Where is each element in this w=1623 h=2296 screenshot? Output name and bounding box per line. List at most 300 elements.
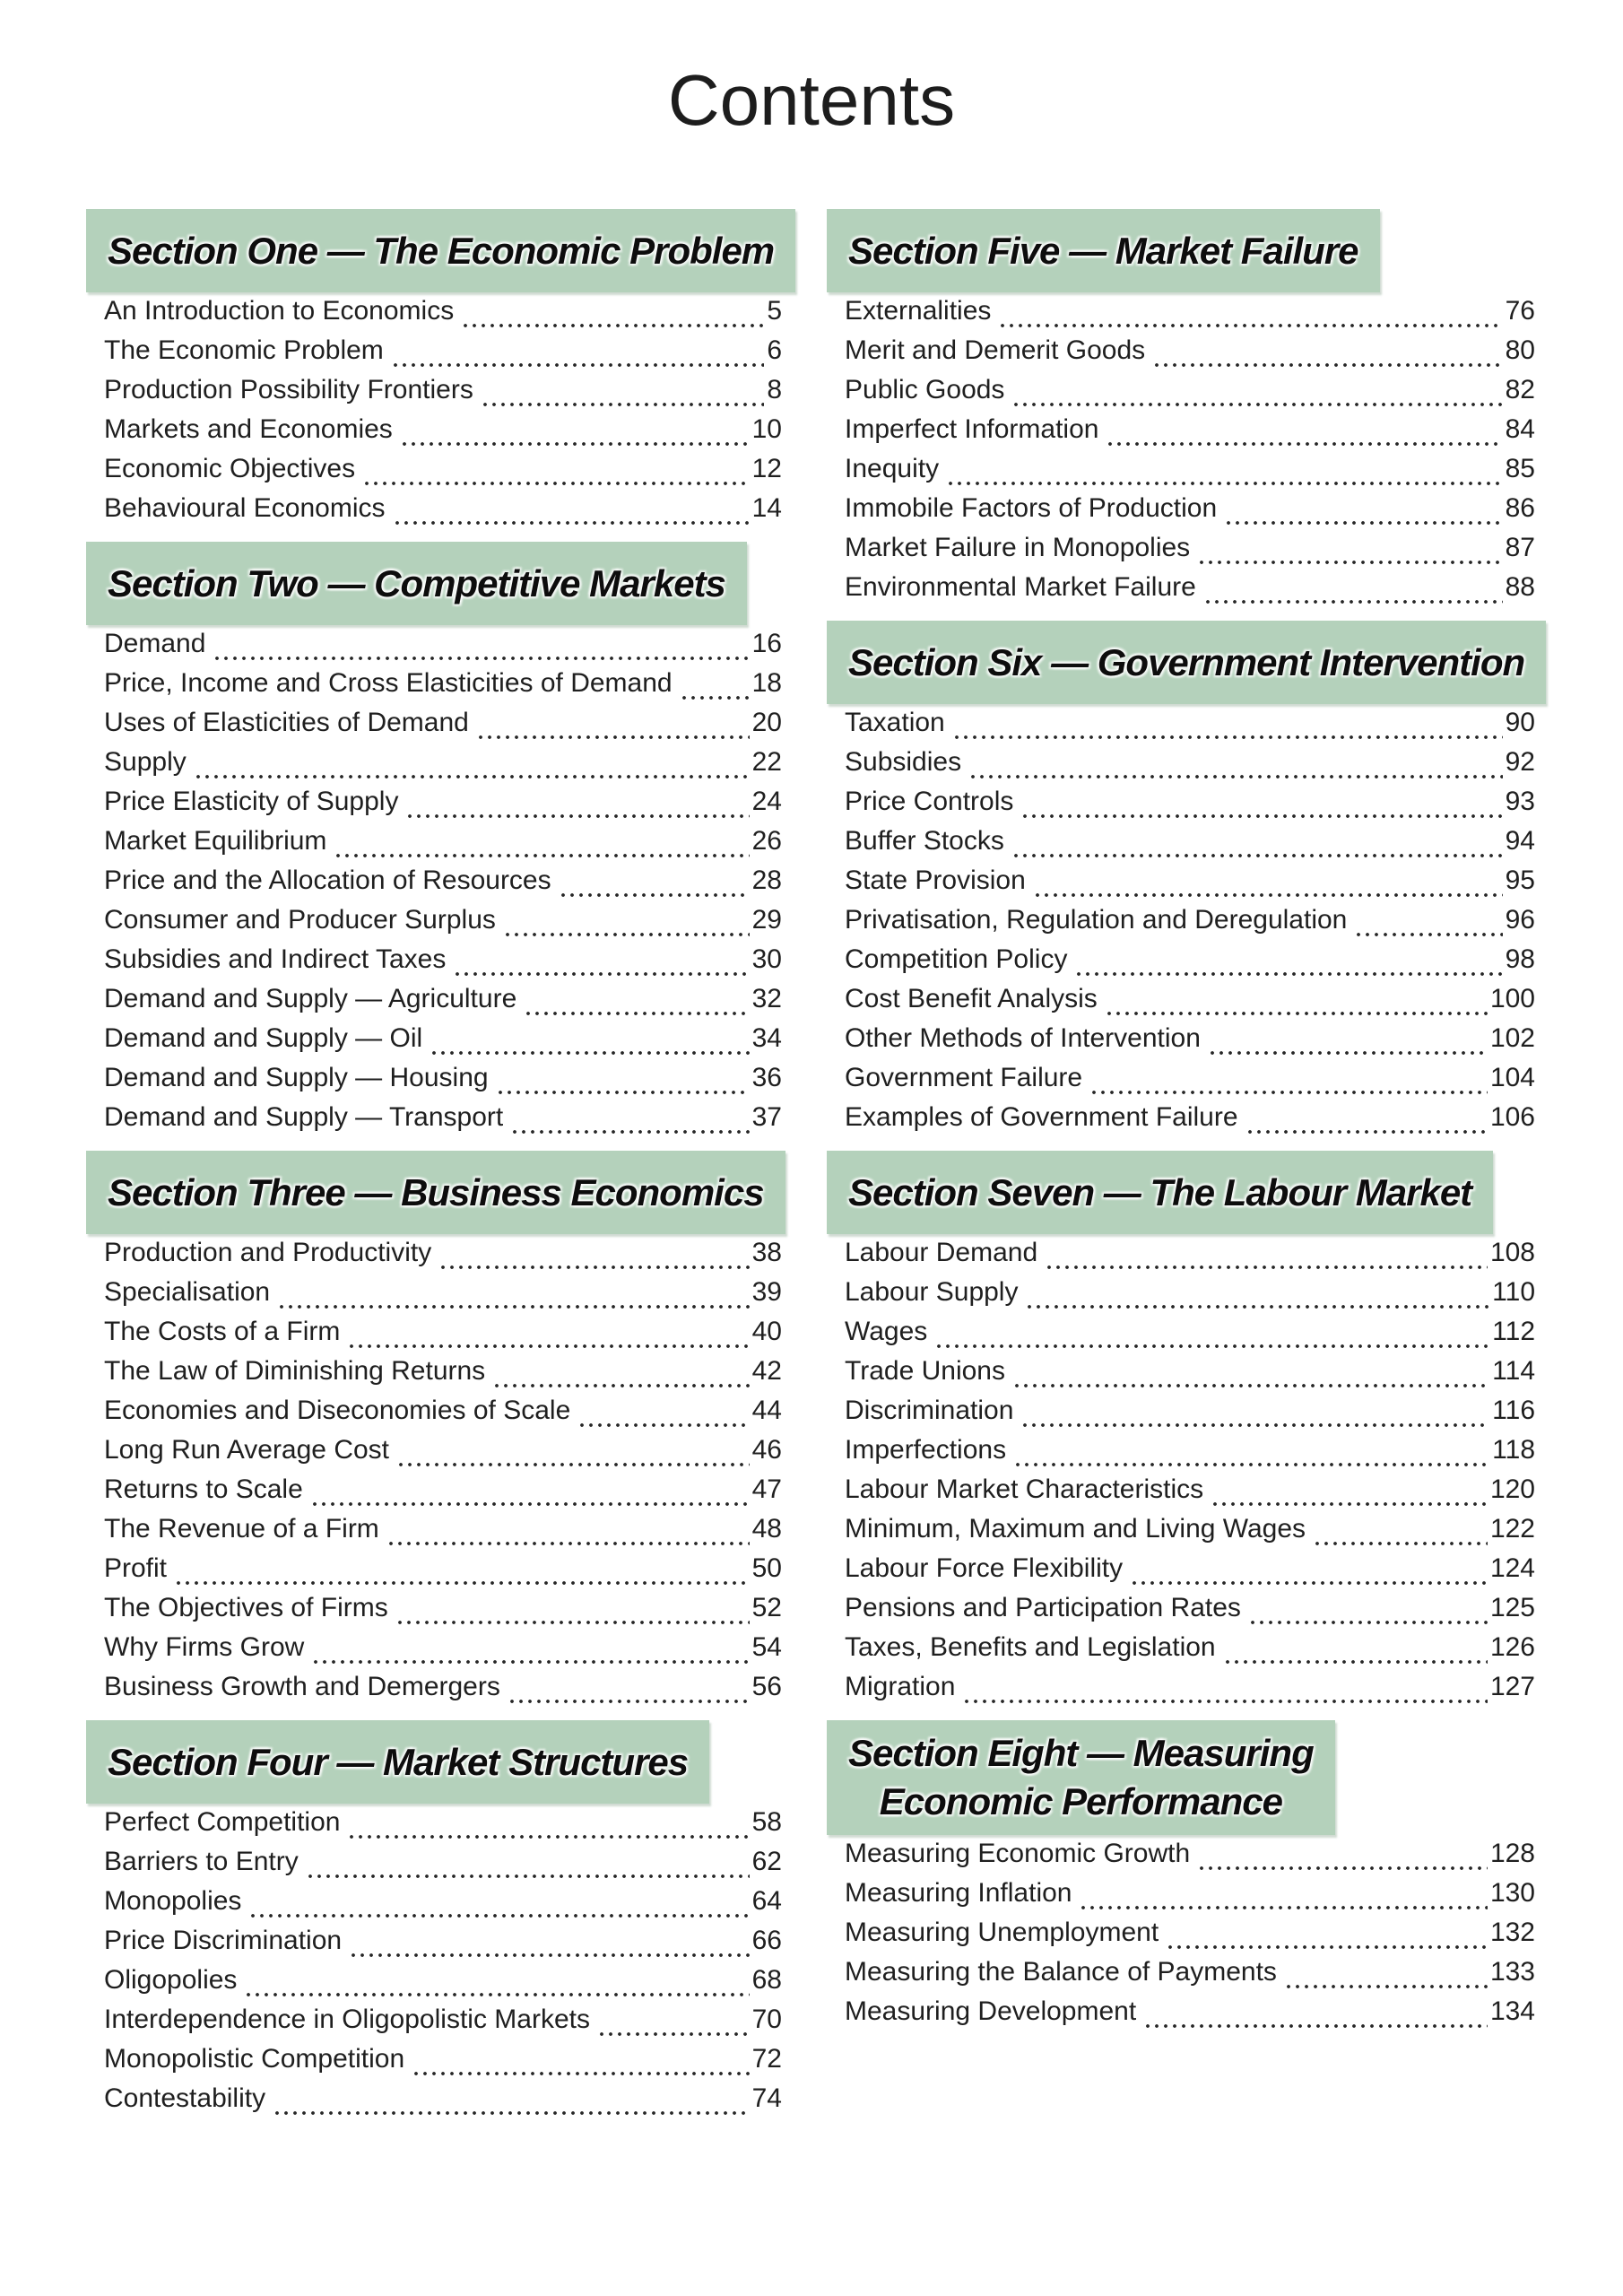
entry-label: Labour Force Flexibility: [845, 1553, 1124, 1583]
toc-entry: [845, 826, 1535, 865]
entry-page: 87: [1505, 533, 1535, 562]
entry-label: The Costs of a Firm: [104, 1317, 341, 1346]
dot-leader: [577, 1396, 749, 1435]
entry-page: 54: [751, 1632, 782, 1662]
toc-entry: [845, 944, 1535, 984]
dot-leader: [1284, 1957, 1488, 1996]
dot-leader: [1011, 375, 1502, 414]
entry-label: Production Possibility Frontiers: [104, 375, 473, 404]
toc-entry: [845, 905, 1535, 944]
entry-label: Cost Benefit Analysis: [845, 984, 1098, 1013]
toc-entry: [845, 1996, 1535, 2036]
toc-entry: [845, 533, 1535, 572]
dot-leader: [174, 1553, 750, 1593]
entry-page: 40: [751, 1317, 782, 1346]
toc-entry: [104, 1238, 782, 1277]
entry-label: Interdependence in Oligopolistic Markets: [104, 2005, 590, 2034]
section-entries: [827, 292, 1535, 612]
dot-leader: [1211, 1474, 1488, 1514]
entry-page: 24: [751, 787, 782, 816]
toc-entry: [104, 1277, 782, 1317]
section-title-line: Section Four — Market Structures: [108, 1741, 689, 1783]
toc-entry: [104, 826, 782, 865]
toc-entry: [104, 944, 782, 984]
dot-leader: [1089, 1063, 1488, 1102]
dot-leader: [349, 1926, 750, 1965]
entry-label: Market Failure in Monopolies: [845, 533, 1191, 562]
entry-label: Labour Market Characteristics: [845, 1474, 1204, 1504]
entry-page: 92: [1505, 747, 1535, 777]
entry-label: Market Equilibrium: [104, 826, 327, 856]
section-entries: [827, 1835, 1535, 2036]
entry-label: Pensions and Participation Rates: [845, 1593, 1241, 1622]
entry-page: 110: [1492, 1277, 1535, 1307]
toc-entry: [104, 1317, 782, 1356]
toc-entry: [104, 454, 782, 493]
entry-page: 106: [1489, 1102, 1535, 1132]
dot-leader: [510, 1102, 749, 1142]
entry-label: Wages: [845, 1317, 928, 1346]
toc-entry: [104, 1593, 782, 1632]
entry-page: 62: [751, 1847, 782, 1876]
entry-label: Price Controls: [845, 787, 1014, 816]
entry-label: Minimum, Maximum and Living Wages: [845, 1514, 1306, 1544]
entry-label: Perfect Competition: [104, 1807, 341, 1837]
entry-page: 70: [751, 2005, 782, 2034]
dot-leader: [248, 1886, 749, 1926]
dot-leader: [508, 1672, 750, 1711]
entry-label: Inequity: [845, 454, 940, 483]
entry-page: 74: [751, 2083, 782, 2113]
entry-label: Demand: [104, 629, 206, 658]
entry-label: Demand and Supply — Agriculture: [104, 984, 517, 1013]
toc-section-3: [86, 1151, 782, 1711]
toc-entry: [104, 865, 782, 905]
entry-page: 112: [1492, 1317, 1535, 1346]
entry-label: Price, Income and Cross Elasticities of Demand: [104, 668, 673, 698]
toc-entry: [104, 493, 782, 533]
entry-label: Public Goods: [845, 375, 1005, 404]
section-header: [86, 1720, 709, 1804]
toc-entry: [104, 787, 782, 826]
entry-label: Economic Objectives: [104, 454, 356, 483]
dot-leader: [1033, 865, 1503, 905]
entry-label: Imperfect Information: [845, 414, 1099, 444]
toc-entry: [845, 1593, 1535, 1632]
entry-page: 36: [751, 1063, 782, 1092]
toc-entry: [104, 984, 782, 1023]
dot-leader: [386, 1514, 750, 1553]
dot-leader: [1106, 414, 1502, 454]
dot-leader: [362, 454, 750, 493]
dot-leader: [1020, 1396, 1489, 1435]
dot-leader: [934, 1317, 1489, 1356]
entry-label: Privatisation, Regulation and Deregulation: [845, 905, 1348, 935]
entry-label: Demand and Supply — Housing: [104, 1063, 489, 1092]
dot-leader: [1012, 1356, 1489, 1396]
entry-page: 68: [751, 1965, 782, 1995]
dot-leader: [461, 296, 764, 335]
toc-entry: [104, 2044, 782, 2083]
toc-entry: [845, 1672, 1535, 1711]
entry-page: 46: [751, 1435, 782, 1465]
entry-label: Markets and Economies: [104, 414, 393, 444]
entry-label: Profit: [104, 1553, 168, 1583]
toc-entry: [845, 1553, 1535, 1593]
toc-entry: [104, 629, 782, 668]
entry-page: 18: [751, 668, 782, 698]
entry-page: 32: [751, 984, 782, 1013]
entry-page: 132: [1489, 1918, 1535, 1947]
dot-leader: [1245, 1102, 1488, 1142]
entry-label: Contestability: [104, 2083, 266, 2113]
dot-leader: [952, 708, 1503, 747]
entry-label: Labour Demand: [845, 1238, 1038, 1267]
dot-leader: [1011, 826, 1503, 865]
dot-leader: [405, 787, 749, 826]
entry-label: Subsidies: [845, 747, 962, 777]
toc-entry: [845, 747, 1535, 787]
entry-page: 114: [1492, 1356, 1535, 1386]
entry-page: 86: [1505, 493, 1535, 523]
entry-label: State Provision: [845, 865, 1026, 895]
entry-page: 6: [767, 335, 782, 365]
toc-entry: [845, 1317, 1535, 1356]
toc-entry: [845, 375, 1535, 414]
dot-leader: [194, 747, 750, 787]
entry-label: Consumer and Producer Surplus: [104, 905, 496, 935]
dot-leader: [597, 2005, 750, 2044]
entry-page: 130: [1489, 1878, 1535, 1908]
dot-leader: [1013, 1435, 1489, 1474]
toc-entry: [104, 1553, 782, 1593]
entry-label: Specialisation: [104, 1277, 271, 1307]
toc-entry: [104, 1847, 782, 1886]
toc-entry: [104, 1396, 782, 1435]
section-entries: [827, 704, 1535, 1142]
toc-entry: [845, 1474, 1535, 1514]
dot-leader: [400, 414, 750, 454]
toc-entry: [845, 1356, 1535, 1396]
toc-entry: [845, 1102, 1535, 1142]
entry-label: Examples of Government Failure: [845, 1102, 1238, 1132]
dot-leader: [430, 1023, 749, 1063]
entry-page: 133: [1489, 1957, 1535, 1987]
section-title-line: Section Two — Competitive Markets: [108, 562, 725, 604]
toc-entry: [845, 708, 1535, 747]
entry-page: 12: [751, 454, 782, 483]
dot-leader: [453, 944, 749, 984]
dot-leader: [481, 375, 764, 414]
entry-label: The Revenue of a Firm: [104, 1514, 379, 1544]
entry-page: 56: [751, 1672, 782, 1701]
entry-page: 29: [751, 905, 782, 935]
dot-leader: [1025, 1277, 1489, 1317]
entry-label: Labour Supply: [845, 1277, 1019, 1307]
entry-label: Demand and Supply — Transport: [104, 1102, 504, 1132]
dot-leader: [273, 2083, 750, 2123]
section-entries: [86, 625, 782, 1142]
entry-page: 5: [767, 296, 782, 326]
toc-entry: [845, 1238, 1535, 1277]
dot-leader: [391, 335, 765, 375]
section-entries: [86, 292, 782, 533]
dot-leader: [962, 1672, 1488, 1711]
dot-leader: [1354, 905, 1502, 944]
entry-page: 72: [751, 2044, 782, 2074]
entry-page: 44: [751, 1396, 782, 1425]
toc-entry: [104, 2005, 782, 2044]
toc-section-6: [827, 621, 1535, 1142]
entry-label: Buffer Stocks: [845, 826, 1004, 856]
dot-leader: [277, 1277, 750, 1317]
dot-leader: [559, 865, 750, 905]
dot-leader: [310, 1474, 750, 1514]
entry-page: 96: [1505, 905, 1535, 935]
toc-entry: [104, 1102, 782, 1142]
toc-entry: [845, 1918, 1535, 1957]
dot-leader: [306, 1847, 750, 1886]
dot-leader: [1045, 1238, 1488, 1277]
section-title-line: Economic Performance: [879, 1780, 1282, 1822]
section-title-line: Section Five — Market Failure: [848, 230, 1358, 272]
dot-leader: [1208, 1023, 1488, 1063]
entry-page: 104: [1489, 1063, 1535, 1092]
entry-page: 84: [1505, 414, 1535, 444]
entry-page: 95: [1505, 865, 1535, 895]
dot-leader: [347, 1807, 749, 1847]
toc-section-8: [827, 1720, 1535, 2036]
entry-page: 80: [1505, 335, 1535, 365]
dot-leader: [1248, 1593, 1488, 1632]
dot-leader: [396, 1435, 750, 1474]
entry-label: The Law of Diminishing Returns: [104, 1356, 486, 1386]
section-entries: [827, 1234, 1535, 1711]
entry-label: Competition Policy: [845, 944, 1068, 974]
toc-entry: [104, 1672, 782, 1711]
entry-label: Price and the Allocation of Resources: [104, 865, 551, 895]
section-header: [827, 621, 1546, 704]
toc-entry: [104, 668, 782, 708]
toc-entry: [104, 1514, 782, 1553]
entry-page: 52: [751, 1593, 782, 1622]
dot-leader: [1152, 335, 1502, 375]
toc-entry: [845, 335, 1535, 375]
entry-page: 10: [751, 414, 782, 444]
dot-leader: [492, 1356, 749, 1396]
entry-page: 125: [1489, 1593, 1535, 1622]
toc-entry: [845, 493, 1535, 533]
entry-page: 50: [751, 1553, 782, 1583]
entry-page: 100: [1489, 984, 1535, 1013]
right-column: [827, 209, 1535, 2045]
entry-label: Long Run Average Cost: [104, 1435, 390, 1465]
dot-leader: [1143, 1996, 1488, 2036]
entry-page: 94: [1505, 826, 1535, 856]
entry-page: 127: [1489, 1672, 1535, 1701]
section-header: [86, 1151, 785, 1234]
toc-entry: [845, 1878, 1535, 1918]
entry-page: 120: [1489, 1474, 1535, 1504]
toc-entry: [845, 1957, 1535, 1996]
dot-leader: [476, 708, 750, 747]
toc-entry: [104, 708, 782, 747]
toc-entry: [104, 905, 782, 944]
entry-page: 37: [751, 1102, 782, 1132]
dot-leader: [412, 2044, 749, 2083]
entry-page: 76: [1505, 296, 1535, 326]
entry-page: 48: [751, 1514, 782, 1544]
section-title-line: Section Seven — The Labour Market: [848, 1171, 1472, 1213]
section-header: [827, 1151, 1493, 1234]
dot-leader: [1224, 493, 1502, 533]
toc-entry: [845, 787, 1535, 826]
entry-page: 26: [751, 826, 782, 856]
dot-leader: [496, 1063, 750, 1102]
toc-section-1: [86, 209, 782, 533]
dot-leader: [393, 493, 750, 533]
toc-entry: [845, 1632, 1535, 1672]
toc-entry: [104, 1474, 782, 1514]
toc-entry: [845, 1396, 1535, 1435]
entry-page: 118: [1492, 1435, 1535, 1465]
entry-page: 85: [1505, 454, 1535, 483]
entry-page: 58: [751, 1807, 782, 1837]
entry-page: 42: [751, 1356, 782, 1386]
toc-entry: [845, 1514, 1535, 1553]
entry-label: Uses of Elasticities of Demand: [104, 708, 469, 737]
dot-leader: [1074, 944, 1502, 984]
entry-page: 134: [1489, 1996, 1535, 2026]
page-title: Contents: [667, 60, 956, 140]
entry-label: Environmental Market Failure: [845, 572, 1196, 602]
toc-entry: [104, 747, 782, 787]
dot-leader: [1313, 1514, 1488, 1553]
entry-label: Price Elasticity of Supply: [104, 787, 399, 816]
entry-page: 116: [1492, 1396, 1535, 1425]
toc-entry: [845, 1435, 1535, 1474]
section-header: [827, 209, 1380, 292]
dot-leader: [1197, 1839, 1488, 1878]
toc-section-2: [86, 542, 782, 1142]
dot-leader: [503, 905, 750, 944]
entry-label: Taxes, Benefits and Legislation: [845, 1632, 1216, 1662]
toc-entry: [104, 1965, 782, 2005]
entry-label: Why Firms Grow: [104, 1632, 305, 1662]
entry-label: Monopolistic Competition: [104, 2044, 405, 2074]
entry-page: 64: [751, 1886, 782, 1916]
entry-label: Economies and Diseconomies of Scale: [104, 1396, 571, 1425]
section-title-line: Section Six — Government Intervention: [848, 641, 1525, 683]
entry-label: Demand and Supply — Oil: [104, 1023, 423, 1053]
entry-page: 39: [751, 1277, 782, 1307]
entry-label: Government Failure: [845, 1063, 1083, 1092]
section-title-line: Section Three — Business Economics: [108, 1171, 764, 1213]
section-entries: [86, 1234, 782, 1711]
entry-label: Barriers to Entry: [104, 1847, 299, 1876]
toc-entry: [104, 1023, 782, 1063]
entry-label: Measuring Development: [845, 1996, 1137, 2026]
entry-page: 8: [767, 375, 782, 404]
dot-leader: [524, 984, 749, 1023]
entry-label: Price Discrimination: [104, 1926, 343, 1955]
toc-entry: [104, 296, 782, 335]
entry-label: Taxation: [845, 708, 945, 737]
entry-label: Oligopolies: [104, 1965, 238, 1995]
dot-leader: [311, 1632, 749, 1672]
dot-leader: [946, 454, 1503, 493]
entry-page: 90: [1505, 708, 1535, 737]
entry-page: 47: [751, 1474, 782, 1504]
section-title-line: Section One — The Economic Problem: [108, 230, 775, 272]
entry-label: Monopolies: [104, 1886, 242, 1916]
entry-label: Measuring Unemployment: [845, 1918, 1159, 1947]
entry-page: 34: [751, 1023, 782, 1053]
toc-entry: [845, 1277, 1535, 1317]
entry-label: Imperfections: [845, 1435, 1007, 1465]
entry-label: The Objectives of Firms: [104, 1593, 388, 1622]
dot-leader: [998, 296, 1502, 335]
toc-entry: [845, 865, 1535, 905]
entry-page: 20: [751, 708, 782, 737]
entry-page: 122: [1489, 1514, 1535, 1544]
entry-label: Business Growth and Demergers: [104, 1672, 500, 1701]
entry-label: Returns to Scale: [104, 1474, 303, 1504]
entry-page: 28: [751, 865, 782, 895]
entry-page: 14: [751, 493, 782, 523]
toc-entry: [104, 1926, 782, 1965]
dot-leader: [438, 1238, 749, 1277]
entry-label: Subsidies and Indirect Taxes: [104, 944, 447, 974]
entry-page: 93: [1505, 787, 1535, 816]
entry-page: 124: [1489, 1553, 1535, 1583]
section-header: [86, 209, 795, 292]
entry-label: Supply: [104, 747, 187, 777]
entry-label: Discrimination: [845, 1396, 1014, 1425]
entry-page: 108: [1489, 1238, 1535, 1267]
toc-entry: [845, 296, 1535, 335]
toc-entry: [845, 572, 1535, 612]
section-entries: [86, 1804, 782, 2123]
entry-label: Other Methods of Intervention: [845, 1023, 1201, 1053]
entry-label: Measuring Economic Growth: [845, 1839, 1191, 1868]
toc-entry: [104, 1435, 782, 1474]
entry-label: Measuring Inflation: [845, 1878, 1072, 1908]
dot-leader: [1223, 1632, 1488, 1672]
toc-entry: [845, 1063, 1535, 1102]
entry-label: Measuring the Balance of Payments: [845, 1957, 1277, 1987]
entry-label: Externalities: [845, 296, 992, 326]
section-header: [827, 1720, 1335, 1835]
dot-leader: [968, 747, 1503, 787]
entry-page: 30: [751, 944, 782, 974]
entry-page: 128: [1489, 1839, 1535, 1868]
entry-page: 66: [751, 1926, 782, 1955]
dot-leader: [1130, 1553, 1488, 1593]
entry-page: 22: [751, 747, 782, 777]
entry-page: 126: [1489, 1632, 1535, 1662]
dot-leader: [395, 1593, 750, 1632]
toc-section-5: [827, 209, 1535, 612]
section-header: [86, 542, 747, 625]
toc-entry: [845, 454, 1535, 493]
entry-label: Trade Unions: [845, 1356, 1005, 1386]
toc-entry: [104, 2083, 782, 2123]
entry-label: Merit and Demerit Goods: [845, 335, 1146, 365]
entry-page: 88: [1505, 572, 1535, 602]
toc-entry: [104, 1063, 782, 1102]
entry-label: An Introduction to Economics: [104, 296, 455, 326]
